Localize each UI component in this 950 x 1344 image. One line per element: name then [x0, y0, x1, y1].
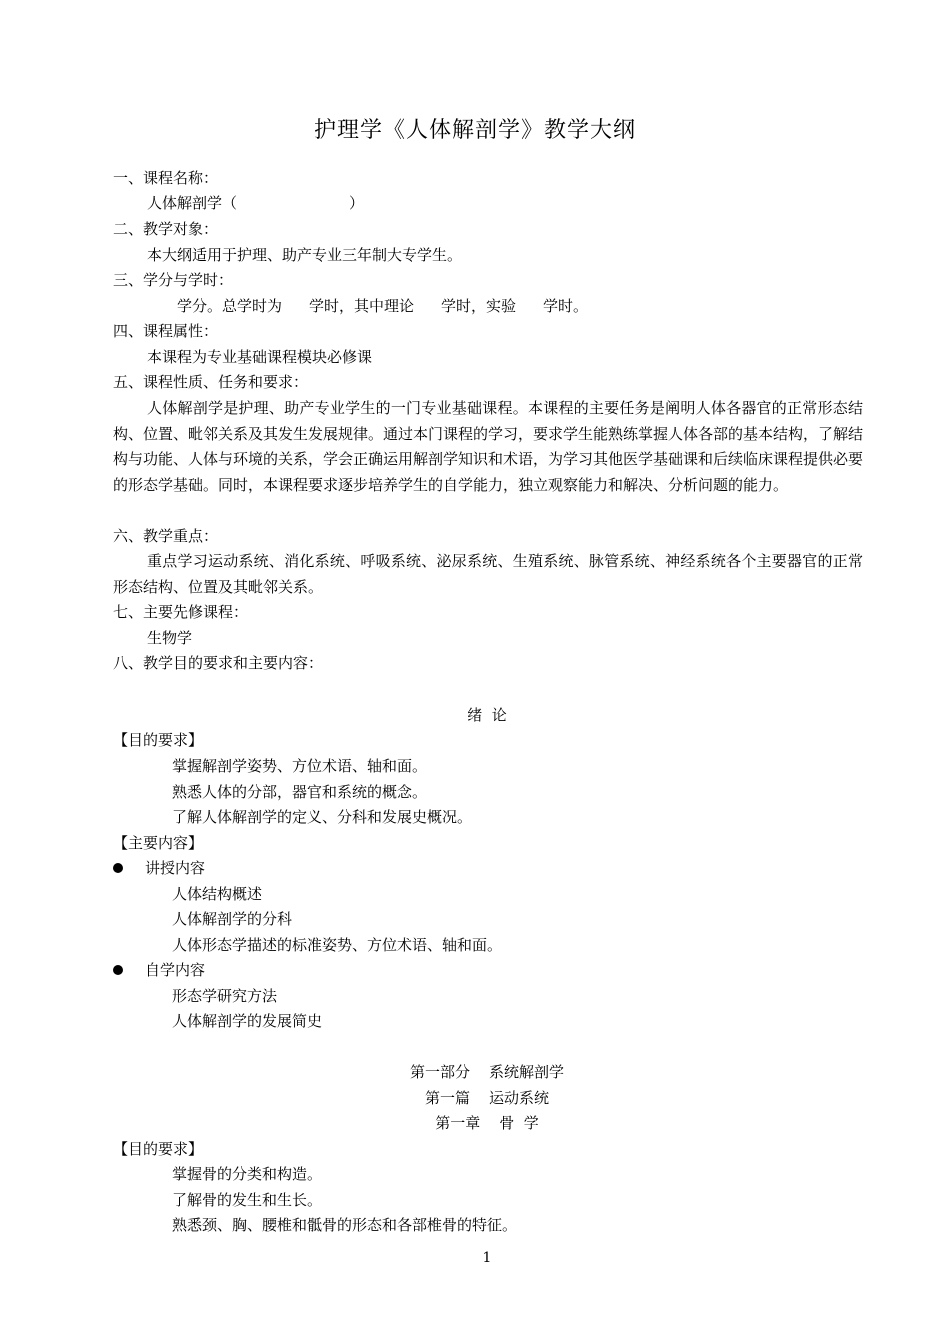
lecture-bullet [113, 856, 205, 880]
section-1-heading: 一、课程名称： [113, 169, 219, 187]
lecture-item-3: 人体形态学描述的标准姿势、方位术语、轴和面。 [172, 936, 503, 954]
chapter-goal-3: 熟悉颈、胸、腰椎和骶骨的形态和各部椎骨的特征。 [172, 1216, 518, 1234]
self-study-item-2: 人体解剖学的发展简史 [172, 1012, 323, 1030]
section-8-heading: 八、教学目的要求和主要内容： [113, 654, 324, 672]
self-study-item-1: 形态学研究方法 [172, 987, 278, 1005]
bullet-icon [113, 863, 123, 873]
page-number: 1 [482, 1250, 492, 1266]
section-3-body [177, 294, 588, 318]
hours-end-text: 学时。 [543, 297, 589, 315]
lecture-item-1: 人体结构概述 [172, 885, 263, 903]
theory-hours-text: 学时，其中理论 [309, 297, 415, 315]
self-study-bullet [113, 958, 205, 982]
course-name-close: ） [349, 194, 365, 212]
intro-goal-2: 熟悉人体的分部，器官和系统的概念。 [172, 783, 428, 801]
volume-title: 第一篇 运动系统 [424, 1089, 550, 1107]
section-6-body: 重点学习运动系统、消化系统、呼吸系统、泌尿系统、生殖系统、脉管系统、神经系统各个主要器官的正常形态结构、位置及其毗邻关系。 [113, 552, 863, 596]
intro-goals-heading: 【目的要求】 [113, 731, 204, 749]
section-4-body: 本课程为专业基础课程模块必修课 [147, 348, 373, 366]
lab-hours-text: 学时，实验 [441, 297, 517, 315]
lecture-item-2: 人体解剖学的分科 [172, 910, 293, 928]
section-2-body: 本大纲适用于护理、助产专业三年制大专学生。 [147, 246, 463, 264]
section-4-heading: 四、课程属性： [113, 322, 219, 340]
section-7-body: 生物学 [147, 629, 193, 647]
section-5-body: 人体解剖学是护理、助产专业学生的一门专业基础课程。本课程的主要任务是阐明人体各器官的正常形态结构、位置、毗邻关系及其发生发展规律。通过本门课程的学习，要求学生能熟练掌握人体各部的基本结构，了解结构与功能、人体与环境的关系，学会正确运用解剖学知识和术语，为学习其他医学基础课和后续临床课程提供必要的形态学基础。同时，本课程要求逐步培养学生的自学能力，独立观察能力和解决、分析问题的能力。 [113, 399, 864, 494]
section-2-heading: 二、教学对象： [113, 220, 219, 238]
section-1-body [147, 191, 364, 215]
bullet-icon [113, 965, 123, 975]
self-study-label: 自学内容 [145, 961, 206, 979]
credit-text: 学分。总学时为 [177, 297, 283, 315]
intro-content-heading: 【主要内容】 [113, 834, 204, 852]
chapter-goal-1: 掌握骨的分类和构造。 [172, 1165, 323, 1183]
part-title: 第一部分 系统解剖学 [409, 1063, 565, 1081]
course-name: 人体解剖学（ [147, 194, 238, 212]
intro-title: 绪 论 [467, 706, 507, 724]
section-5-heading: 五、课程性质、任务和要求： [113, 373, 309, 391]
chapter-title: 第一章 骨 学 [435, 1114, 539, 1132]
section-6-heading: 六、教学重点： [113, 527, 219, 545]
intro-goal-1: 掌握解剖学姿势、方位术语、轴和面。 [172, 757, 428, 775]
intro-goal-3: 了解人体解剖学的定义、分科和发展史概况。 [172, 808, 473, 826]
lecture-label: 讲授内容 [145, 859, 206, 877]
chapter-goal-2: 了解骨的发生和生长。 [172, 1191, 323, 1209]
section-3-heading: 三、学分与学时： [113, 271, 234, 289]
document-title: 护理学《人体解剖学》教学大纲 [313, 118, 636, 143]
chapter-goals-heading: 【目的要求】 [113, 1140, 204, 1158]
section-7-heading: 七、主要先修课程： [113, 603, 249, 621]
